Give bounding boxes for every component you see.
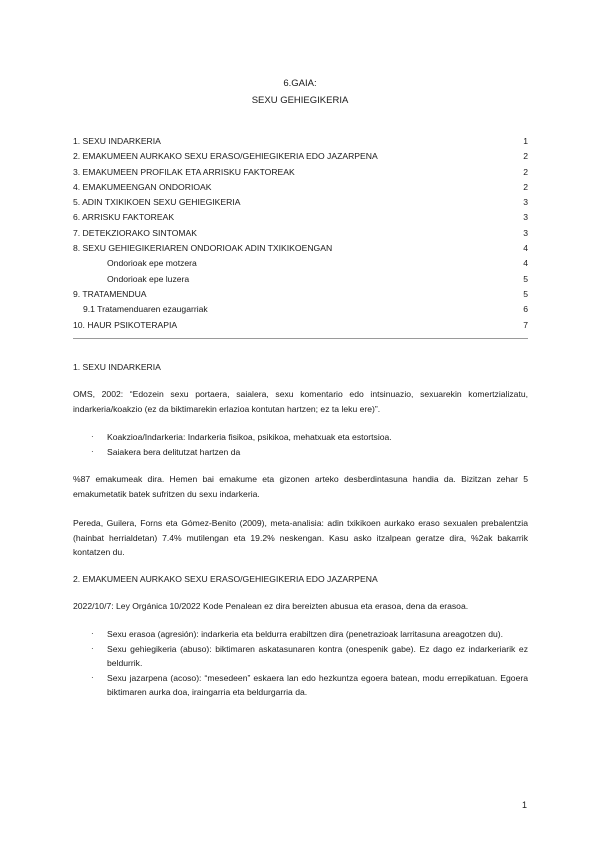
list-item: · Sexu jazarpena (acoso): “mesedeen” eskaera lan edo hezkuntza egoera batean, modu errepikatuan. Egoera biktimaren aurka doa, iraingarria eta beldurgarria da. [91,672,528,697]
toc-page: 3 [523,212,528,223]
list-item: · Sexu erasoa (agresión): indarkeria eta beldurra erabiltzen dira (penetrazioak larritasuna areagotzen du). [73,627,528,642]
section-heading: 2. EMAKUMEEN AURKAKO SEXU ERASO/GEHIEGIKERIA EDO JAZARPENA [73,574,378,584]
toc-label: 10. HAUR PSIKOTERAPIA [73,319,178,330]
paragraph: 2022/10/7: Ley Orgánica 10/2022 Kode Penalean ez dira bereizten abusua eta erasoa, dena da erasoa. [73,601,469,611]
toc-label: 4. EMAKUMEENGAN ONDORIOAK [73,181,212,192]
section-heading: 1. SEXU INDARKERIA [73,362,161,372]
toc-row[interactable] [73,149,528,164]
bullet-icon: · [91,432,94,441]
toc-label: 3. EMAKUMEEN PROFILAK ETA ARRISKU FAKTOREAK [73,166,295,177]
paragraph: OMS, 2002: “Edozein sexu portaera, saialera, sexu komentario edo intsinuazio, sexuarekin komertzializatu, indarkeria/koakzio (ez da biktimarekin erlazioa kontutan hartzen; ez ta leku ere)”. [73,389,528,414]
page-title: SEXU GEHIEGIKERIA [251,95,349,106]
toc-label: 9. TRATAMENDUA [73,288,147,299]
toc-row[interactable] [73,241,528,256]
toc-row[interactable] [73,287,528,302]
toc-label: 2. EMAKUMEEN AURKAKO SEXU ERASO/GEHIEGIKERIA EDO JAZARPENA [73,151,378,162]
toc-row[interactable] [73,134,528,149]
toc-page: 4 [523,258,528,269]
toc-page: 5 [523,273,528,284]
toc-row[interactable] [73,318,528,333]
toc-row[interactable] [73,272,528,287]
paragraph: %87 emakumeak dira. Hemen bai emakume eta gizonen arteko desberdintasuna handia da. Bizitzan zehar 5 emakumetatik batek sufritzen du sexu indarkeria. [73,474,528,499]
toc-label: Ondorioak epe luzera [107,273,190,284]
toc-page: 3 [523,227,528,238]
bullet-icon: · [91,643,94,653]
toc-label: 8. SEXU GEHIEGIKERIAREN ONDORIOAK ADIN TXIKIKOENGAN [73,243,333,254]
toc-label: Ondorioak epe motzera [107,258,197,269]
toc-row[interactable] [73,195,528,210]
bullet-icon: · [91,446,94,456]
toc-row[interactable] [73,256,528,271]
toc-page: 5 [523,288,528,299]
toc-row[interactable] [73,210,528,225]
toc-page: 2 [523,151,528,162]
toc-page: 6 [523,304,528,315]
toc-label: 5. ADIN TXIKIKOEN SEXU GEHIEGIKERIA [73,197,241,208]
toc-label: 7. DETEKZIORAKO SINTOMAK [73,227,197,238]
table-of-contents [73,134,528,333]
toc-row[interactable] [73,180,528,195]
toc-label: 6. ARRISKU FAKTOREAK [73,212,175,223]
list-item: · Sexu gehiegikeria (abuso): biktimaren askatasunaren kontra (onespenik gabe). Ez dago ez indarkeriarik ez beldurrik. [91,643,528,668]
bullet-icon: · [91,672,94,682]
toc-row[interactable] [73,302,528,317]
toc-row[interactable] [73,226,528,241]
bullet-list [73,430,528,459]
toc-label: 1. SEXU INDARKERIA [73,136,161,146]
chapter-label: 6.GAIA: [283,78,317,89]
toc-page: 3 [523,197,528,208]
paragraph: Pereda, Guilera, Forns eta Gómez-Benito (2009), meta-analisia: adin txikikoen aurkako eraso sexualen prebalentzia (hainbat herrialdetan) 7.4% mutilengan eta 19.2% neskengan. Kasu asko itzalpean geratze dira, %2ak bakarrik kontatzen du. [73,518,528,557]
divider [73,338,528,339]
toc-page: 2 [523,181,528,192]
toc-label: 9.1 Tratamenduaren ezaugarriak [83,304,208,315]
page-number: 1 [521,800,527,810]
toc-page: 4 [523,243,528,254]
toc-page: 7 [523,319,528,330]
toc-page: 2 [523,166,528,177]
toc-row[interactable] [73,165,528,180]
list-item: · Saiakera bera delitutzat hartzen da [73,445,528,460]
list-item: · Koakzioa/Indarkeria: Indarkeria fisikoa, psikikoa, mehatxuak eta estortsioa. [73,430,528,445]
bullet-icon: · [91,629,94,638]
toc-page: 1 [523,136,528,146]
bullet-list [73,627,528,700]
